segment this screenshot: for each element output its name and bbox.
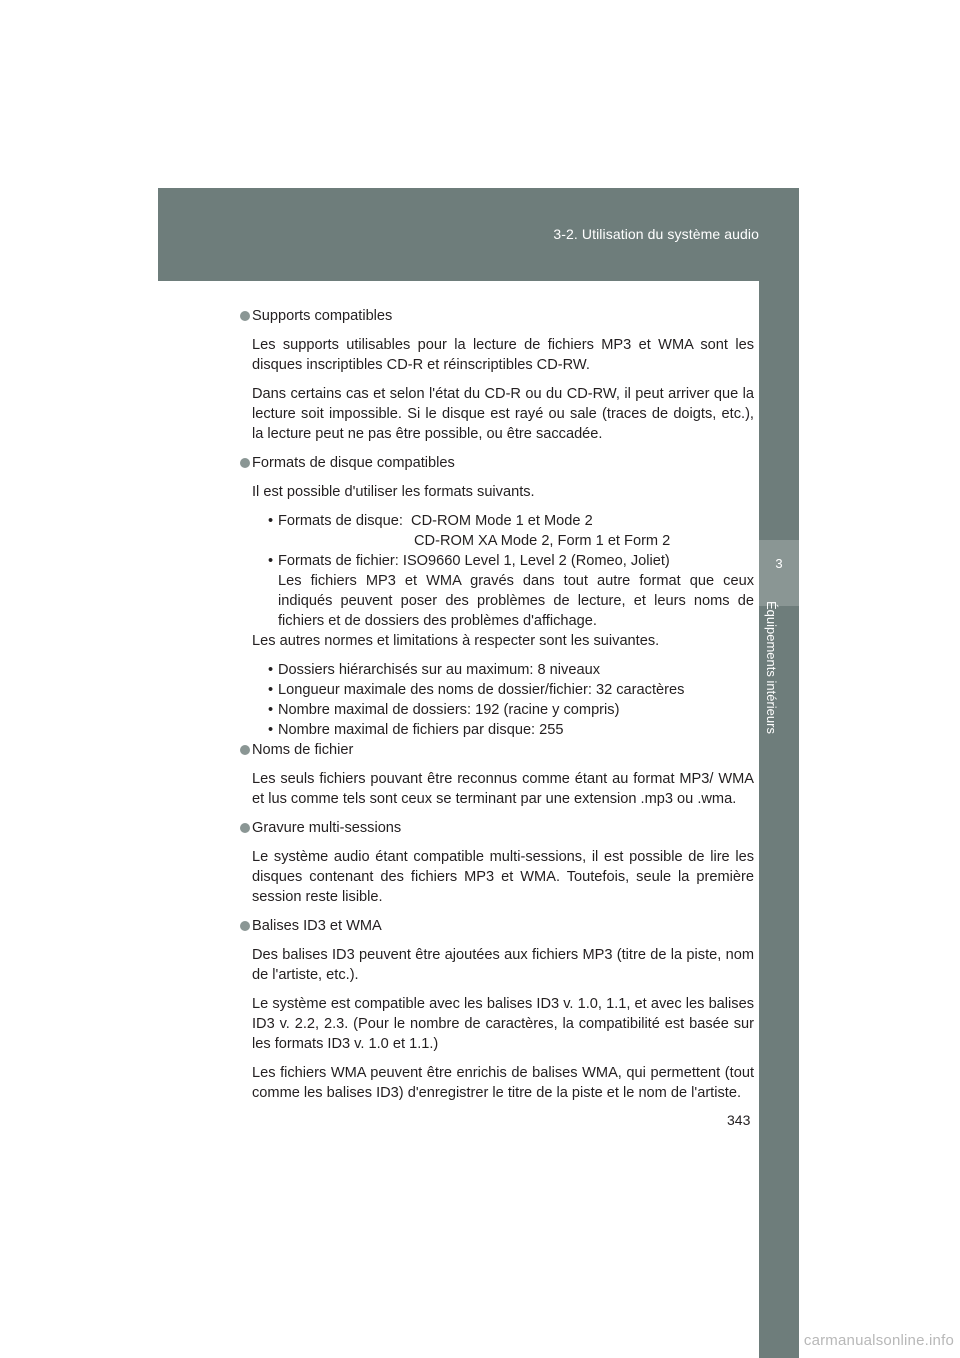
paragraph: Dans certains cas et selon l'état du CD-R ou du CD-RW, il peut arriver que la lecture soit impossible. Si le disque est rayé ou sale (traces de doigts, etc.), la lecture peut ne pas être possible, ou être saccadée. <box>252 386 754 442</box>
bullet-dot-icon <box>240 921 250 931</box>
section-heading: Noms de fichier <box>240 740 754 760</box>
header-band <box>158 188 799 281</box>
paragraph: Des balises ID3 peuvent être ajoutées aux fichiers MP3 (titre de la piste, nom de l'artiste, etc.). <box>252 947 754 983</box>
paragraph: Le système est compatible avec les balises ID3 v. 1.0, 1.1, et avec les balises ID3 v. 2.2, 2.3. (Pour le nombre de caractères, la compatibilité est basée sur les formats ID3 v. 1.0 et 1.1.) <box>252 996 754 1052</box>
list-item: • Nombre maximal de dossiers: 192 (racine y compris) <box>268 702 620 718</box>
bullet-mark: • <box>268 702 274 718</box>
list-item: • Formats de fichier: ISO9660 Level 1, Level 2 (Romeo, Joliet) Les fichiers MP3 et WMA gravés dans tout autre format que ceux indiqués peuvent poser des problèmes de lecture, et leurs noms de fichiers et de dossiers des problèmes d'affichage. <box>268 553 754 629</box>
bullet-mark: • <box>268 553 274 569</box>
format-note: Les fichiers MP3 et WMA gravés dans tout autre format que ceux indiqués peuvent poser des problèmes de lecture, et leurs noms de fichiers et de dossiers des problèmes d'affichage. <box>278 573 754 629</box>
section-heading: Formats de disque compatibles <box>240 453 754 473</box>
list-item: • Formats de disque: CD-ROM Mode 1 et Mode 2 CD-ROM XA Mode 2, Form 1 et Form 2 <box>268 513 671 549</box>
chapter-number: 3 <box>775 556 783 571</box>
section-heading: Supports compatibles <box>240 306 754 326</box>
limits-list <box>252 660 754 740</box>
bullet-mark: • <box>268 513 274 529</box>
bullet-dot-icon <box>240 745 250 755</box>
bullet-dot-icon <box>240 311 250 321</box>
list-item: • Nombre maximal de fichiers par disque: 255 <box>268 722 564 738</box>
paragraph: Les autres normes et limitations à respecter sont les suivantes. <box>252 633 660 649</box>
paragraph: Les fichiers WMA peuvent être enrichis de balises WMA, qui permettent (tout comme les balises ID3) d'enregistrer le titre de la piste et le nom de l'artiste. <box>252 1065 754 1101</box>
format-list <box>252 511 754 631</box>
section-title: 3-2. Utilisation du système audio <box>553 226 759 242</box>
paragraph: Les seuls fichiers pouvant être reconnus comme étant au format MP3/ WMA et lus comme tels sont ceux se terminant par une extension .mp3 ou .wma. <box>252 771 754 807</box>
page-number: 343 <box>727 1112 751 1128</box>
bullet-mark: • <box>268 662 274 678</box>
section-heading: Gravure multi-sessions <box>240 818 754 838</box>
section-heading: Balises ID3 et WMA <box>240 916 754 936</box>
chapter-side-tab[interactable] <box>759 281 799 1358</box>
bullet-dot-icon <box>240 823 250 833</box>
bullet-dot-icon <box>240 458 250 468</box>
paragraph: Les supports utilisables pour la lecture de fichiers MP3 et WMA sont les disques inscriptibles CD-R et réinscriptibles CD-RW. <box>252 337 754 373</box>
paragraph: Il est possible d'utiliser les formats suivants. <box>252 484 535 500</box>
chapter-label: Équipements intérieurs <box>764 601 779 734</box>
paragraph: Le système audio étant compatible multi-sessions, il est possible de lire les disques contenant des fichiers MP3 et WMA. Toutefois, seule la première session reste lisible. <box>252 849 754 905</box>
page-content <box>240 306 754 1112</box>
bullet-mark: • <box>268 722 274 738</box>
list-item: • Longueur maximale des noms de dossier/fichier: 32 caractères <box>268 682 685 698</box>
list-item: • Dossiers hiérarchisés sur au maximum: 8 niveaux <box>268 662 600 678</box>
chapter-number-box <box>759 540 799 606</box>
watermark-link[interactable]: carmanualsonline.info <box>803 1332 954 1349</box>
bullet-mark: • <box>268 682 274 698</box>
